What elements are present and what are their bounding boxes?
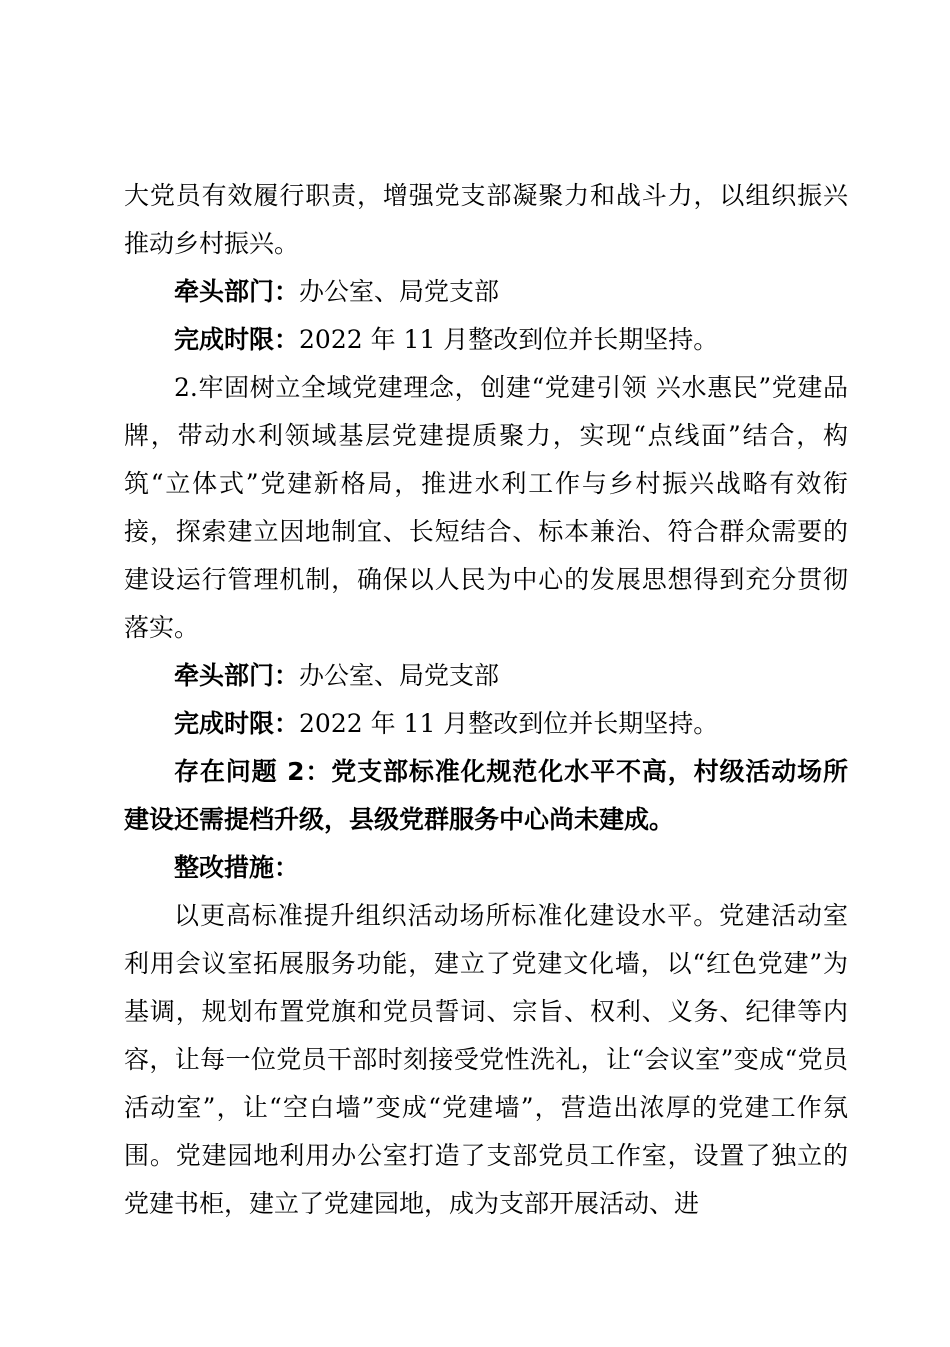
lead-department-line [124,652,848,700]
lead-department-value: 办公室、局党支部 [299,661,500,690]
problem-2-paragraph: 存在问题 2：党支部标准化规范化水平不高，村级活动场所建设还需提档升级，县级党群服务中心尚未建成。 [124,757,848,834]
deadline-line [124,316,848,364]
measures-body-paragraph: 以更高标准提升组织活动场所标准化建设水平。党建活动室利用会议室拓展服务功能，建立了党建文化墙，以“红色党建”为基调，规划布置党旗和党员誓词、宗旨、权利、义务、纪律等内容，让每一位党员干部时刻接受党性洗礼，让“会议室”变成“党员活动室”，让“空白墙”变成“党建墙”，营造出浓厚的党建工作氛围。党建园地利用办公室打造了支部党员工作室，设置了独立的党建书柜，建立了党建园地，成为支部开展活动、进 [124,901,848,1218]
lead-department-label: 牵头部门： [174,661,300,690]
lead-department-label: 牵头部门： [174,277,300,306]
lead-department-line [124,268,848,316]
lead-department-value: 办公室、局党支部 [299,277,500,306]
measures-heading: 整改措施： [174,853,300,882]
deadline-value: 2022 年 11 月整改到位并长期坚持。 [299,709,719,738]
deadline-label: 完成时限： [174,709,300,738]
measure-2-paragraph: 2.牢固树立全域党建理念，创建“党建引领 兴水惠民”党建品牌，带动水利领域基层党建提质聚力，实现“点线面”结合，构筑“立体式”党建新格局，推进水利工作与乡村振兴战略有效衔接，探索建立因地制宜、长短结合、标本兼治、符合群众需要的建设运行管理机制，确保以人民为中心的发展思想得到充分贯彻落实。 [124,373,848,642]
intro-continuation-paragraph: 大党员有效履行职责，增强党支部凝聚力和战斗力，以组织振兴推动乡村振兴。 [124,181,848,258]
deadline-value: 2022 年 11 月整改到位并长期坚持。 [299,325,719,354]
document-body [124,172,848,1228]
deadline-line [124,700,848,748]
deadline-label: 完成时限： [174,325,300,354]
